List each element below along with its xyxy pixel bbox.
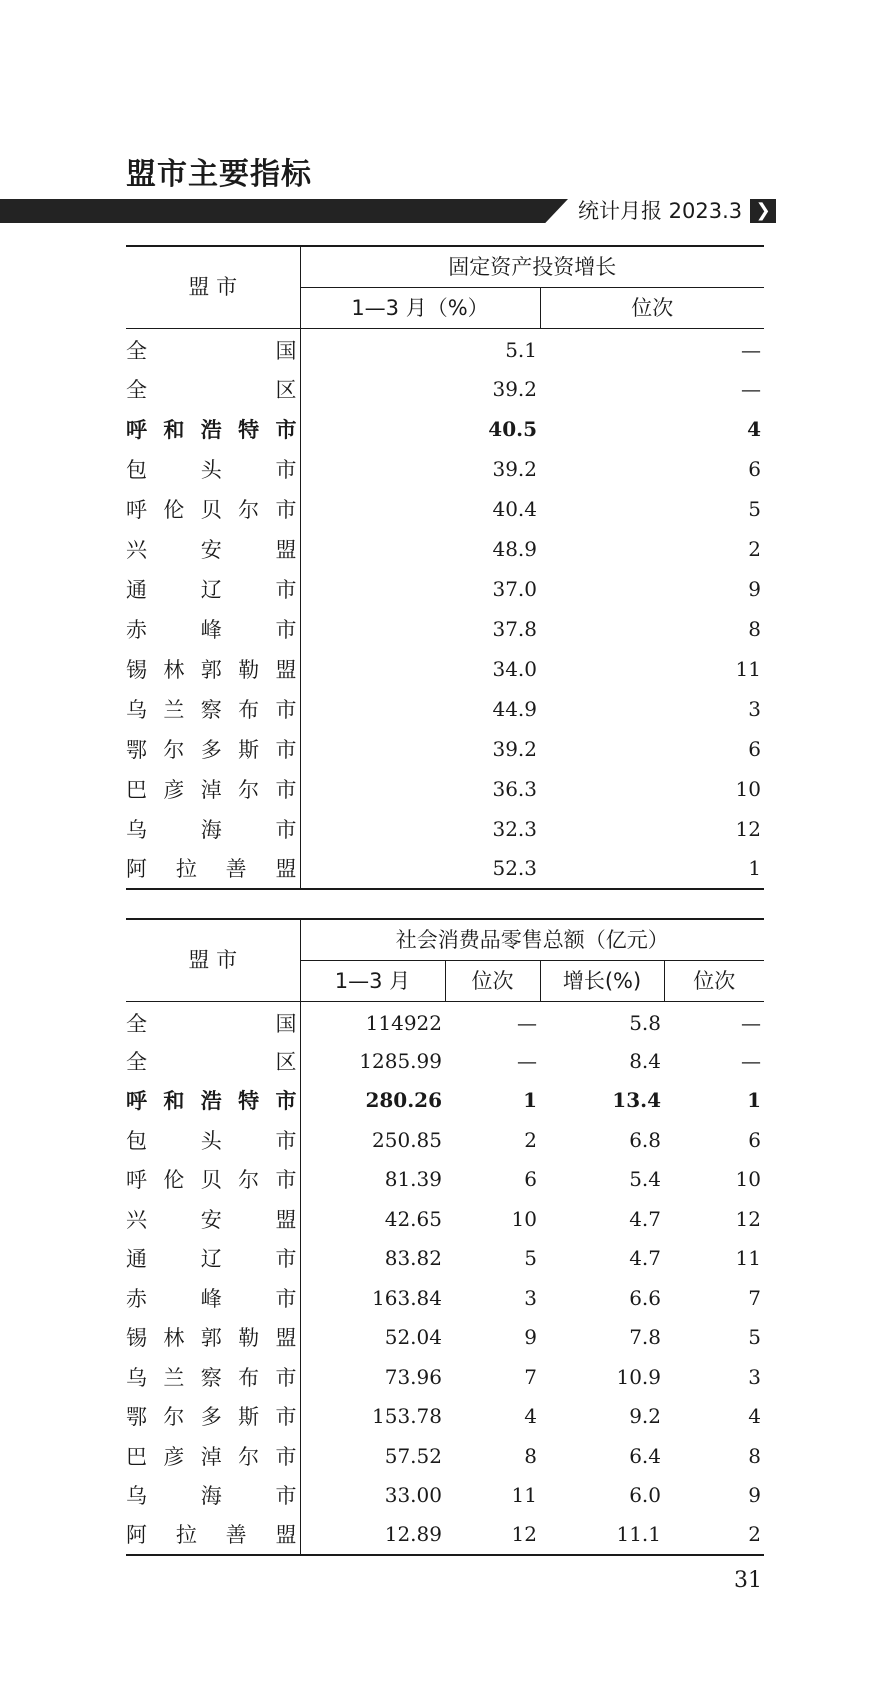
table-row <box>126 689 764 729</box>
column-header: 位次 <box>445 961 540 1002</box>
value-cell: 5 <box>748 1325 761 1350</box>
table-row <box>126 1081 764 1121</box>
region-cell: 阿拉善盟 <box>126 1515 300 1555</box>
value-cell: — <box>741 376 761 401</box>
table-row <box>126 729 764 769</box>
table-row <box>126 1041 764 1081</box>
value-cell: 5.8 <box>629 1010 661 1035</box>
region-cell: 乌海市 <box>126 809 300 849</box>
table-row <box>126 809 764 849</box>
value-cell: 39.2 <box>492 736 537 761</box>
region-cell: 包头市 <box>126 449 300 489</box>
group-header: 社会消费品零售总额（亿元） <box>300 919 764 961</box>
value-cell: 12.89 <box>384 1522 442 1547</box>
value-cell: 9.2 <box>629 1404 661 1429</box>
region-cell: 呼伦贝尔市 <box>126 1160 300 1200</box>
value-cell: 6.0 <box>629 1483 661 1508</box>
region-cell: 锡林郭勒盟 <box>126 1318 300 1358</box>
value-cell: 6 <box>748 736 761 761</box>
value-cell: 6 <box>748 456 761 481</box>
table-row <box>126 449 764 489</box>
value-cell: — <box>741 337 761 362</box>
table-row <box>126 1199 764 1239</box>
table-row <box>126 1515 764 1555</box>
value-cell: 10.9 <box>616 1364 661 1389</box>
value-cell: 52.04 <box>384 1325 442 1350</box>
value-cell: 37.0 <box>492 576 537 601</box>
region-cell: 赤峰市 <box>126 1278 300 1318</box>
table-row <box>126 1397 764 1437</box>
region-cell: 呼和浩特市 <box>126 1081 300 1121</box>
table-row <box>126 1318 764 1358</box>
table-row <box>126 369 764 409</box>
value-cell: 163.84 <box>372 1285 442 1310</box>
value-cell: 33.00 <box>384 1483 442 1508</box>
table-row <box>126 769 764 809</box>
value-cell: 8 <box>748 1443 761 1468</box>
region-header: 盟 市 <box>126 246 300 329</box>
page-number: 31 <box>734 1568 762 1593</box>
region-cell: 全区 <box>126 1041 300 1081</box>
value-cell: 9 <box>524 1325 537 1350</box>
column-header: 1—3 月 <box>300 961 445 1002</box>
table-row <box>126 409 764 449</box>
region-cell: 乌兰察布市 <box>126 689 300 729</box>
value-cell: 250.85 <box>372 1127 442 1152</box>
header-bar <box>0 199 568 223</box>
region-cell: 阿拉善盟 <box>126 849 300 889</box>
value-cell: 2 <box>748 1522 761 1547</box>
value-cell: 4 <box>524 1404 537 1429</box>
region-cell: 巴彦淖尔市 <box>126 769 300 809</box>
value-cell: 48.9 <box>492 536 537 561</box>
value-cell: 6.6 <box>629 1285 661 1310</box>
value-cell: 3 <box>524 1285 537 1310</box>
value-cell: 40.5 <box>488 416 537 441</box>
value-cell: 2 <box>524 1127 537 1152</box>
table-row <box>126 849 764 889</box>
group-header: 固定资产投资增长 <box>300 246 764 288</box>
value-cell: 7 <box>524 1364 537 1389</box>
value-cell: 8 <box>524 1443 537 1468</box>
region-cell: 包头市 <box>126 1120 300 1160</box>
region-cell: 赤峰市 <box>126 609 300 649</box>
region-cell: 鄂尔多斯市 <box>126 729 300 769</box>
value-cell: 9 <box>748 1483 761 1508</box>
value-cell: 3 <box>748 1364 761 1389</box>
region-cell: 兴安盟 <box>126 529 300 569</box>
region-cell: 乌兰察布市 <box>126 1357 300 1397</box>
table-row <box>126 1239 764 1279</box>
value-cell: 7 <box>748 1285 761 1310</box>
table-row <box>126 1160 764 1200</box>
value-cell: 11 <box>735 1246 761 1271</box>
table-row <box>126 1436 764 1476</box>
column-header: 增长(%) <box>540 961 664 1002</box>
value-cell: 280.26 <box>365 1088 442 1113</box>
column-header: 位次 <box>540 288 764 329</box>
value-cell: 1285.99 <box>359 1048 442 1073</box>
table-row <box>126 529 764 569</box>
retail-sales-table <box>126 918 764 1556</box>
value-cell: 6.4 <box>629 1443 661 1468</box>
value-cell: 73.96 <box>384 1364 442 1389</box>
value-cell: 5.4 <box>629 1167 661 1192</box>
value-cell: 57.52 <box>384 1443 442 1468</box>
value-cell: 42.65 <box>384 1206 442 1231</box>
table-row <box>126 1120 764 1160</box>
value-cell: 3 <box>748 696 761 721</box>
value-cell: 8.4 <box>629 1048 661 1073</box>
value-cell: 4 <box>747 416 761 441</box>
region-cell: 全区 <box>126 369 300 409</box>
region-cell: 通辽市 <box>126 1239 300 1279</box>
value-cell: 1 <box>523 1088 537 1113</box>
value-cell: 4.7 <box>629 1206 661 1231</box>
value-cell: 39.2 <box>492 376 537 401</box>
value-cell: 10 <box>511 1206 537 1231</box>
value-cell: 52.3 <box>492 856 537 880</box>
header-tag <box>578 198 776 224</box>
region-cell: 锡林郭勒盟 <box>126 649 300 689</box>
value-cell: 6.8 <box>629 1127 661 1152</box>
table-row <box>126 489 764 529</box>
column-header: 位次 <box>664 961 764 1002</box>
region-cell: 鄂尔多斯市 <box>126 1397 300 1437</box>
region-cell: 兴安盟 <box>126 1199 300 1239</box>
region-cell: 呼和浩特市 <box>126 409 300 449</box>
value-cell: 39.2 <box>492 456 537 481</box>
table-row <box>126 1476 764 1516</box>
value-cell: 12 <box>735 1206 761 1231</box>
value-cell: 7.8 <box>629 1325 661 1350</box>
region-header: 盟 市 <box>126 919 300 1002</box>
value-cell: 5 <box>524 1246 537 1271</box>
value-cell: 6 <box>524 1167 537 1192</box>
table-row <box>126 1357 764 1397</box>
region-cell: 呼伦贝尔市 <box>126 489 300 529</box>
value-cell: 153.78 <box>372 1404 442 1429</box>
fixed-asset-investment-table <box>126 245 764 890</box>
region-cell: 乌海市 <box>126 1476 300 1516</box>
value-cell: 8 <box>748 616 761 641</box>
value-cell: 36.3 <box>492 776 537 801</box>
chevron-right-icon: ❯ <box>750 199 776 223</box>
value-cell: 12 <box>511 1522 537 1547</box>
section-title: 盟市主要指标 <box>126 157 312 192</box>
value-cell: 12 <box>735 816 761 841</box>
value-cell: — <box>741 1010 761 1035</box>
value-cell: 9 <box>748 576 761 601</box>
value-cell: 5.1 <box>505 337 537 362</box>
value-cell: — <box>517 1048 537 1073</box>
value-cell: 4 <box>748 1404 761 1429</box>
value-cell: 1 <box>747 1088 761 1113</box>
region-cell: 巴彦淖尔市 <box>126 1436 300 1476</box>
table-row <box>126 569 764 609</box>
value-cell: 5 <box>748 496 761 521</box>
value-cell: 11 <box>735 656 761 681</box>
table-row <box>126 1278 764 1318</box>
value-cell: 37.8 <box>492 616 537 641</box>
value-cell: 6 <box>748 1127 761 1152</box>
column-header: 1—3 月（%） <box>300 288 540 329</box>
value-cell: 2 <box>748 536 761 561</box>
value-cell: 11.1 <box>616 1522 661 1547</box>
value-cell: — <box>517 1010 537 1035</box>
value-cell: 114922 <box>365 1010 442 1035</box>
table-row <box>126 1002 764 1042</box>
value-cell: — <box>741 1048 761 1073</box>
value-cell: 81.39 <box>384 1167 442 1192</box>
value-cell: 44.9 <box>492 696 537 721</box>
value-cell: 4.7 <box>629 1246 661 1271</box>
value-cell: 13.4 <box>612 1088 661 1113</box>
value-cell: 83.82 <box>384 1246 442 1271</box>
region-cell: 全国 <box>126 329 300 369</box>
region-cell: 全国 <box>126 1002 300 1042</box>
value-cell: 40.4 <box>492 496 537 521</box>
table-row <box>126 649 764 689</box>
table-row <box>126 329 764 369</box>
value-cell: 1 <box>748 856 761 880</box>
header-tag-label: 统计月报 2023.3 <box>578 198 743 223</box>
value-cell: 32.3 <box>492 816 537 841</box>
value-cell: 34.0 <box>492 656 537 681</box>
value-cell: 11 <box>511 1483 537 1508</box>
table-row <box>126 609 764 649</box>
region-cell: 通辽市 <box>126 569 300 609</box>
value-cell: 10 <box>735 1167 761 1192</box>
value-cell: 10 <box>735 776 761 801</box>
